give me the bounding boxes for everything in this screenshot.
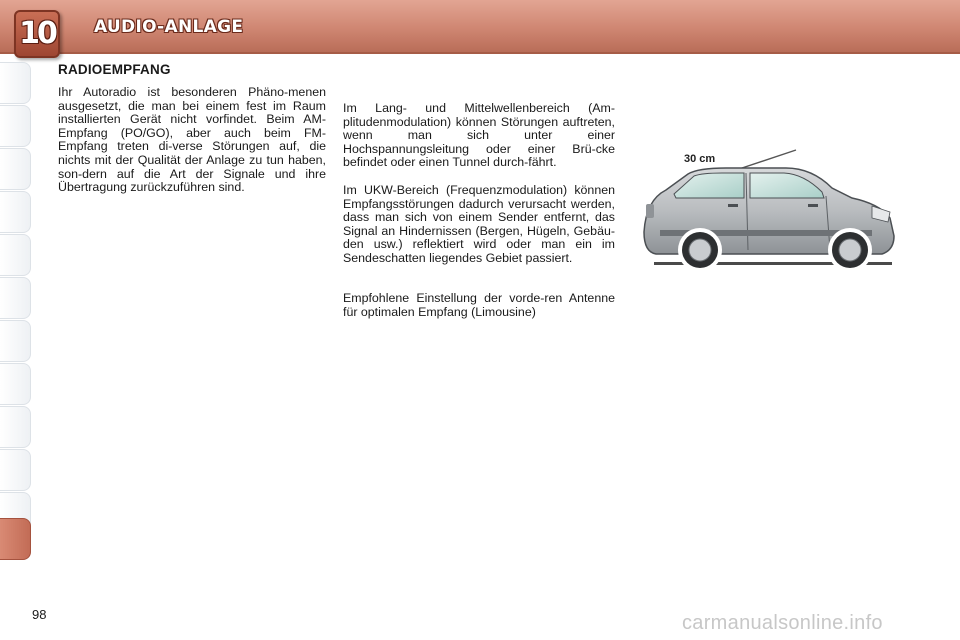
chapter-tab-active[interactable] xyxy=(0,518,31,560)
section-heading: RADIOEMPFANG xyxy=(58,62,171,77)
chapter-number: 10 xyxy=(19,16,55,51)
front-wheel-rim xyxy=(839,239,861,261)
tail-light xyxy=(646,204,654,218)
chapter-tab[interactable] xyxy=(0,148,31,190)
antenna-recommendation-paragraph: Empfohlene Einstellung der vorde-ren Antenne für optimalen Empfang (Limousine) xyxy=(343,291,615,319)
chapter-tab[interactable] xyxy=(0,320,31,362)
chapter-tab[interactable] xyxy=(0,191,31,233)
chapter-tab[interactable] xyxy=(0,406,31,448)
chapter-tab[interactable] xyxy=(0,105,31,147)
chapter-tab[interactable] xyxy=(0,234,31,276)
antenna-length-label: 30 cm xyxy=(684,153,716,165)
car-antenna-figure xyxy=(636,146,898,274)
chapter-tab[interactable] xyxy=(0,62,31,104)
intro-paragraph: Ihr Autoradio ist besonderen Phäno-menen ausgesetzt, die man bei einem fest im Raum installierten Gerät nicht vorfindet. Beim AM-Empfang (PO/GO), aber auch beim FM-Empfang treten di-verse Störungen auf, die nichts mit der Qualität der Anlage zu tun haben, son-dern auf die Art der Signale und ihre Übertragung zurückzuführen sind. xyxy=(58,85,326,195)
car-illustration xyxy=(636,146,898,274)
chapter-number-badge xyxy=(14,10,60,58)
am-interference-paragraph: Im Lang- und Mittelwellenbereich (Am-plitudenmodulation) können Störungen auftreten, wenn man sich unter einer Hochspannungsleitung oder einer Brü-cke befindet oder einen Tunnel durch-fährt. xyxy=(343,101,615,170)
chapter-tab-strip xyxy=(0,62,36,582)
chapter-tab[interactable] xyxy=(0,363,31,405)
chapter-title: AUDIO-ANLAGE xyxy=(94,17,244,37)
door-handle xyxy=(728,204,738,207)
fm-interference-paragraph: Im UKW-Bereich (Frequenzmodulation) können Empfangsstörungen dadurch verursacht werden, dass man sich von einem Sender entfernt, das Signal an Hindernissen (Bergen, Hügeln, Gebäu-den usw.) reflektiert wird oder man ein im Sendeschatten liegendes Gebiet passiert. xyxy=(343,183,615,265)
chapter-tab[interactable] xyxy=(0,277,31,319)
rear-wheel-rim xyxy=(689,239,711,261)
page-number: 98 xyxy=(32,607,47,622)
chapter-tab[interactable] xyxy=(0,449,31,491)
door-handle xyxy=(808,204,818,207)
watermark: carmanualsonline.info xyxy=(682,612,883,634)
